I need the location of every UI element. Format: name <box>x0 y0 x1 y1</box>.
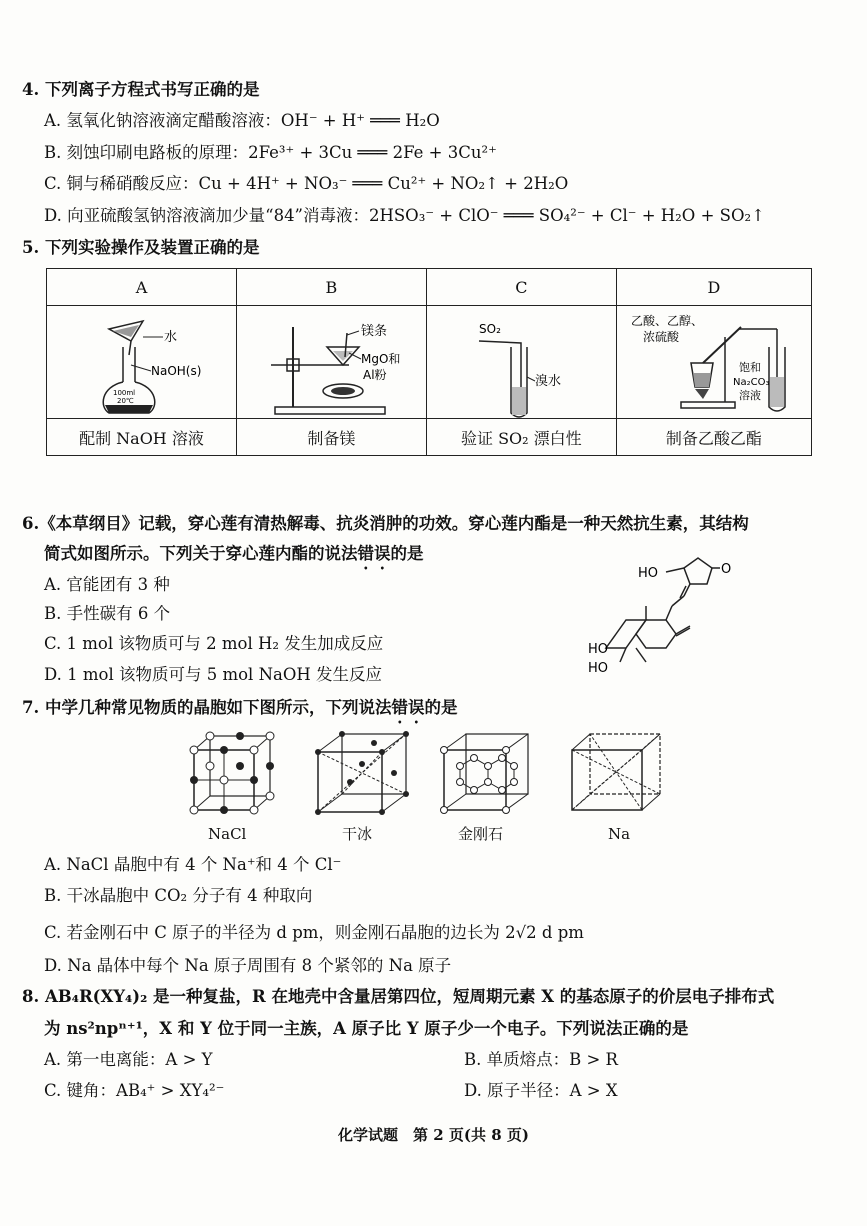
q4-option-c: C. 铜与稀硝酸反应：Cu + 4H⁺ + NO₃⁻ ═══ Cu²⁺ + NO₂↑ + 2H₂O <box>44 174 569 193</box>
flask-volume-label: 100ml <box>113 389 136 397</box>
q7-option-c: C. 若金刚石中 C 原子的半径为 d pm，则金刚石晶胞的边长为 2√2 d pm <box>44 923 584 942</box>
q5-caption-a: 配制 NaOH 溶液 <box>47 419 237 456</box>
mgo-label: MgO和 <box>361 352 401 366</box>
q5-figure-a <box>47 306 237 419</box>
so2-label: SO₂ <box>479 322 502 336</box>
q5-figure-b <box>236 306 426 419</box>
ho-label-1: HO <box>638 566 659 581</box>
bromine-water-label: 溴水 <box>535 374 562 389</box>
q5-header-b: B <box>236 269 426 306</box>
q6-stem-emphasis: 错误 <box>357 544 391 563</box>
q4-option-d: D. 向亚硫酸氢钠溶液滴加少量“84”消毒液：2HSO₃⁻ + ClO⁻ ═══ SO₄²⁻ + Cl⁻ + H₂O + SO₂↑ <box>44 206 765 225</box>
page-footer: 化学试题 第 2 页(共 8 页) <box>338 1126 529 1144</box>
q5-header-c: C <box>426 269 616 306</box>
q6-option-a: A. 官能团有 3 种 <box>44 575 170 594</box>
q8-stem-line2: 为 ns²npⁿ⁺¹，X 和 Y 位于同一主族，A 原子比 Y 原子少一个电子。下列说法正确的是 <box>44 1019 689 1038</box>
crystal-label-diamond: 金刚石 <box>458 825 504 843</box>
crystal-label-na: Na <box>608 825 631 843</box>
q7-stem-part3: 的是 <box>424 698 458 717</box>
q6-stem-line1: 6.《本草纲目》记载，穿心莲有清热解毒、抗炎消肿的功效。穿心莲内酯是一种天然抗生素，其结构 <box>22 514 749 533</box>
q5-caption-c: 验证 SO₂ 漂白性 <box>426 419 616 456</box>
q8-option-b: B. 单质熔点：B > R <box>464 1050 618 1069</box>
so2-test-diagram <box>431 307 611 417</box>
q6-option-c: C. 1 mol 该物质可与 2 mol H₂ 发生加成反应 <box>44 634 384 653</box>
q5-stem: 5. 下列实验操作及装置正确的是 <box>22 238 260 257</box>
q8-stem-line1: 8. AB₄R(XY₄)₂ 是一种复盐，R 在地壳中含量居第四位，短周期元素 X 的基态原子的价层电子排布式 <box>22 987 775 1006</box>
q6-option-b: B. 手性碳有 6 个 <box>44 604 171 623</box>
naoh-solid-label: NaOH(s) <box>151 364 202 378</box>
q7-option-b: B. 干冰晶胞中 CO₂ 分子有 4 种取向 <box>44 886 313 905</box>
andrographolide-structure <box>580 548 780 688</box>
na-unit-cell <box>566 730 666 815</box>
q6-option-d: D. 1 mol 该物质可与 5 mol NaOH 发生反应 <box>44 665 383 684</box>
q6-stem-part1: 简式如图所示。下列关于穿心莲内酯的说法 <box>44 544 358 563</box>
ho-label-2: HO <box>588 642 609 657</box>
mg-strip-label: 镁条 <box>361 324 388 339</box>
q8-option-d: D. 原子半径：A > X <box>464 1081 618 1100</box>
water-label: 水 <box>164 330 178 345</box>
q5-caption-d: 制备乙酸乙酯 <box>616 419 811 456</box>
q5-header-a: A <box>47 269 237 306</box>
q6-stem-line2 <box>44 543 424 573</box>
crystal-label-nacl: NaCl <box>208 825 247 843</box>
flask-temp-label: 20℃ <box>117 397 135 405</box>
crystal-label-dry-ice: 干冰 <box>342 825 373 843</box>
q4-option-a: A. 氢氧化钠溶液滴定醋酸溶液：OH⁻ + H⁺ ═══ H₂O <box>44 111 440 130</box>
ho-label-3: HO <box>588 661 609 676</box>
q7-option-a: A. NaCl 晶胞中有 4 个 Na⁺和 4 个 Cl⁻ <box>44 855 342 874</box>
q6-stem-part3: 的是 <box>390 544 424 563</box>
q8-option-a: A. 第一电离能：A > Y <box>44 1050 213 1069</box>
nacl-unit-cell <box>188 730 278 815</box>
q5-figure-c <box>426 306 616 419</box>
q7-stem-emphasis: 错误 <box>391 698 425 717</box>
ethyl-acetate-apparatus-diagram <box>621 307 806 417</box>
q7-stem <box>22 697 457 727</box>
al-powder-label: Al粉 <box>363 368 387 382</box>
q8-option-c: C. 键角：AB₄⁺ > XY₄²⁻ <box>44 1081 225 1100</box>
thermite-apparatus-diagram <box>241 307 421 417</box>
na2co3-label: Na₂CO₃ <box>733 377 770 388</box>
volumetric-flask-diagram <box>51 307 231 417</box>
q5-header-d: D <box>616 269 811 306</box>
solution-label: 溶液 <box>739 389 762 402</box>
q7-option-d: D. Na 晶体中每个 Na 原子周围有 8 个紧邻的 Na 原子 <box>44 956 452 975</box>
q5-table <box>46 268 812 456</box>
q4-option-b: B. 刻蚀印刷电路板的原理：2Fe³⁺ + 3Cu ═══ 2Fe + 3Cu²⁺ <box>44 143 497 162</box>
diamond-unit-cell <box>438 730 534 815</box>
q7-stem-part1: 7. 中学几种常见物质的晶胞如下图所示，下列说法 <box>22 698 392 717</box>
carbonyl-o-label: O <box>721 562 732 577</box>
q5-figure-d <box>616 306 811 419</box>
q4-stem: 4. 下列离子方程式书写正确的是 <box>22 80 260 99</box>
q5-caption-b: 制备镁 <box>236 419 426 456</box>
sulfuric-acid-label: 浓硫酸 <box>643 330 680 344</box>
saturated-label: 饱和 <box>739 361 762 374</box>
dry-ice-unit-cell <box>312 728 412 818</box>
reagents-label: 乙酸、乙醇、 <box>631 314 704 328</box>
